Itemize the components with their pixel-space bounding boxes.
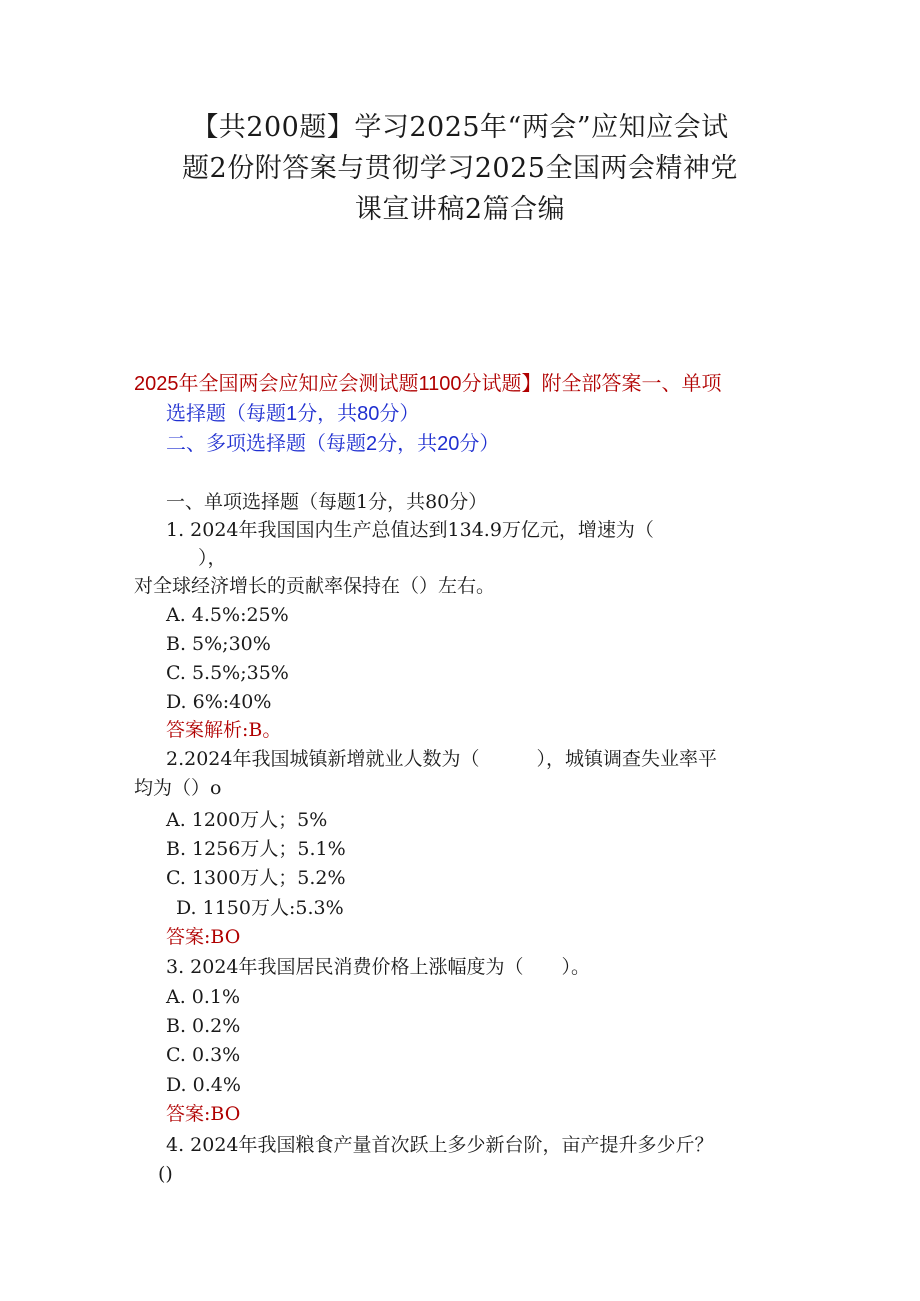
question-2-answer: 答案:BO: [166, 926, 241, 948]
question-1-stem-cont: ），: [198, 547, 227, 569]
question-3-stem: 3. 2024年我国居民消费价格上涨幅度为（ ）。: [166, 956, 591, 978]
question-2-stem: 2.2024年我国城镇新增就业人数为（ ），城镇调查失业率平: [166, 748, 717, 770]
question-1-answer: 答案解析:B。: [166, 719, 282, 741]
question-1-stem-cont-2: 对全球经济增长的贡献率保持在（）左右。: [134, 575, 496, 597]
title-line-1: 【共200题】学习2025年“两会”应知应会试: [191, 112, 729, 143]
toc-heading[interactable]: 2025年全国两会应知应会测试题1100分试题】附全部答案一、单项: [134, 373, 722, 395]
question-2-option-a: A. 1200万人；5%: [166, 809, 328, 831]
question-1-option-b: B. 5%;30%: [166, 633, 271, 655]
question-4-stem-cont: (): [158, 1163, 173, 1185]
document-title: [90, 107, 830, 230]
toc-item-1-cont[interactable]: 选择题（每题1分，共80分）: [166, 403, 420, 425]
question-1-stem: 1. 2024年我国国内生产总值达到134.9万亿元，增速为（: [166, 519, 654, 541]
toc-item-2[interactable]: 二、多项选择题（每题2分，共20分）: [166, 433, 500, 455]
question-3-answer: 答案:BO: [166, 1103, 241, 1125]
title-line-3: 课宣讲稿2篇合编: [354, 194, 566, 225]
question-1-option-a: A. 4.5%:25%: [166, 604, 289, 626]
section-heading: 一、单项选择题（每题1分，共80分）: [166, 491, 488, 513]
question-3-option-b: B. 0.2%: [166, 1015, 241, 1037]
question-2-option-c: C. 1300万人；5.2%: [166, 867, 346, 889]
question-1-option-c: C. 5.5%;35%: [166, 662, 289, 684]
question-2-stem-cont: 均为（）o: [134, 777, 222, 799]
question-2-option-b: B. 1256万人；5.1%: [166, 838, 346, 860]
question-2-option-d: D. 1150万人:5.3%: [176, 897, 344, 919]
question-4-stem: 4. 2024年我国粮食产量首次跃上多少新台阶，亩产提升多少斤？: [166, 1134, 714, 1156]
question-3-option-c: C. 0.3%: [166, 1044, 241, 1066]
title-line-2: 题2份附答案与贯彻学习2025全国两会精神党: [182, 153, 738, 184]
question-3-option-d: D. 0.4%: [166, 1074, 241, 1096]
question-3-option-a: A. 0.1%: [166, 986, 241, 1008]
question-1-option-d: D. 6%:40%: [166, 691, 272, 713]
